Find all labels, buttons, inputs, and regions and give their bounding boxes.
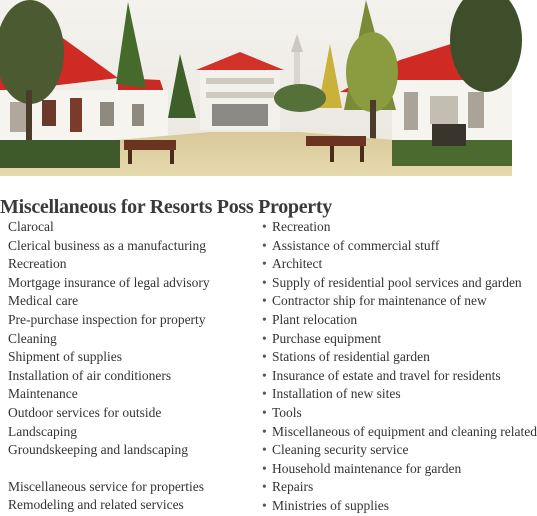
list-item: • Tools [262, 404, 508, 423]
list-item: • Installation of new sites [262, 385, 508, 404]
list-item: Clerical business as a manufacturing [8, 237, 206, 253]
right-service-list [262, 218, 537, 516]
list-item: Cleaning [8, 330, 57, 346]
list-item: • Repairs [262, 478, 508, 497]
list-item: Groundskeeping and landscaping [8, 442, 188, 458]
list-item: • Plant relocation [262, 311, 508, 330]
list-item: • Ministries of supplies [262, 497, 508, 516]
list-item: Mortgage insurance of legal advisory [8, 274, 210, 290]
resort-courtyard-illustration [0, 0, 512, 176]
list-item: • Contractor ship for maintenance of new [262, 292, 508, 311]
list-item: Shipment of supplies [8, 349, 122, 365]
hero-image [0, 0, 512, 176]
list-item: • Cleaning security service [262, 441, 508, 460]
list-item: Maintenance [8, 386, 78, 402]
list-item: Installation of air conditioners [8, 367, 172, 383]
list-item: • Architect [262, 255, 508, 274]
list-item: Miscellaneous service for properties [8, 478, 205, 494]
left-service-list [8, 218, 244, 515]
list-item: Medical care [8, 293, 79, 309]
list-item: • Household maintenance for garden [262, 460, 508, 479]
list-item: Clarocal [8, 219, 54, 234]
list-item: • Supply of residential pool services and garden [262, 274, 508, 293]
list-item: Recreation [8, 256, 67, 272]
document-title: Miscellaneous for Resorts Poss Property [0, 196, 332, 218]
list-item: • Recreation [262, 218, 508, 237]
list-item: • Assistance of commercial stuff [262, 237, 508, 256]
list-item: • Insurance of estate and travel for residents [262, 367, 508, 386]
list-item: • Miscellaneous of equipment and cleaning related [262, 423, 508, 442]
list-item: Remodeling and related services [8, 497, 184, 513]
list-item: Landscaping [8, 423, 77, 439]
list-item: • Stations of residential garden [262, 348, 508, 367]
list-item: Pre-purchase inspection for property [8, 311, 206, 327]
list-item: Outdoor services for outside [8, 404, 162, 420]
list-item: • Purchase equipment [262, 330, 508, 349]
